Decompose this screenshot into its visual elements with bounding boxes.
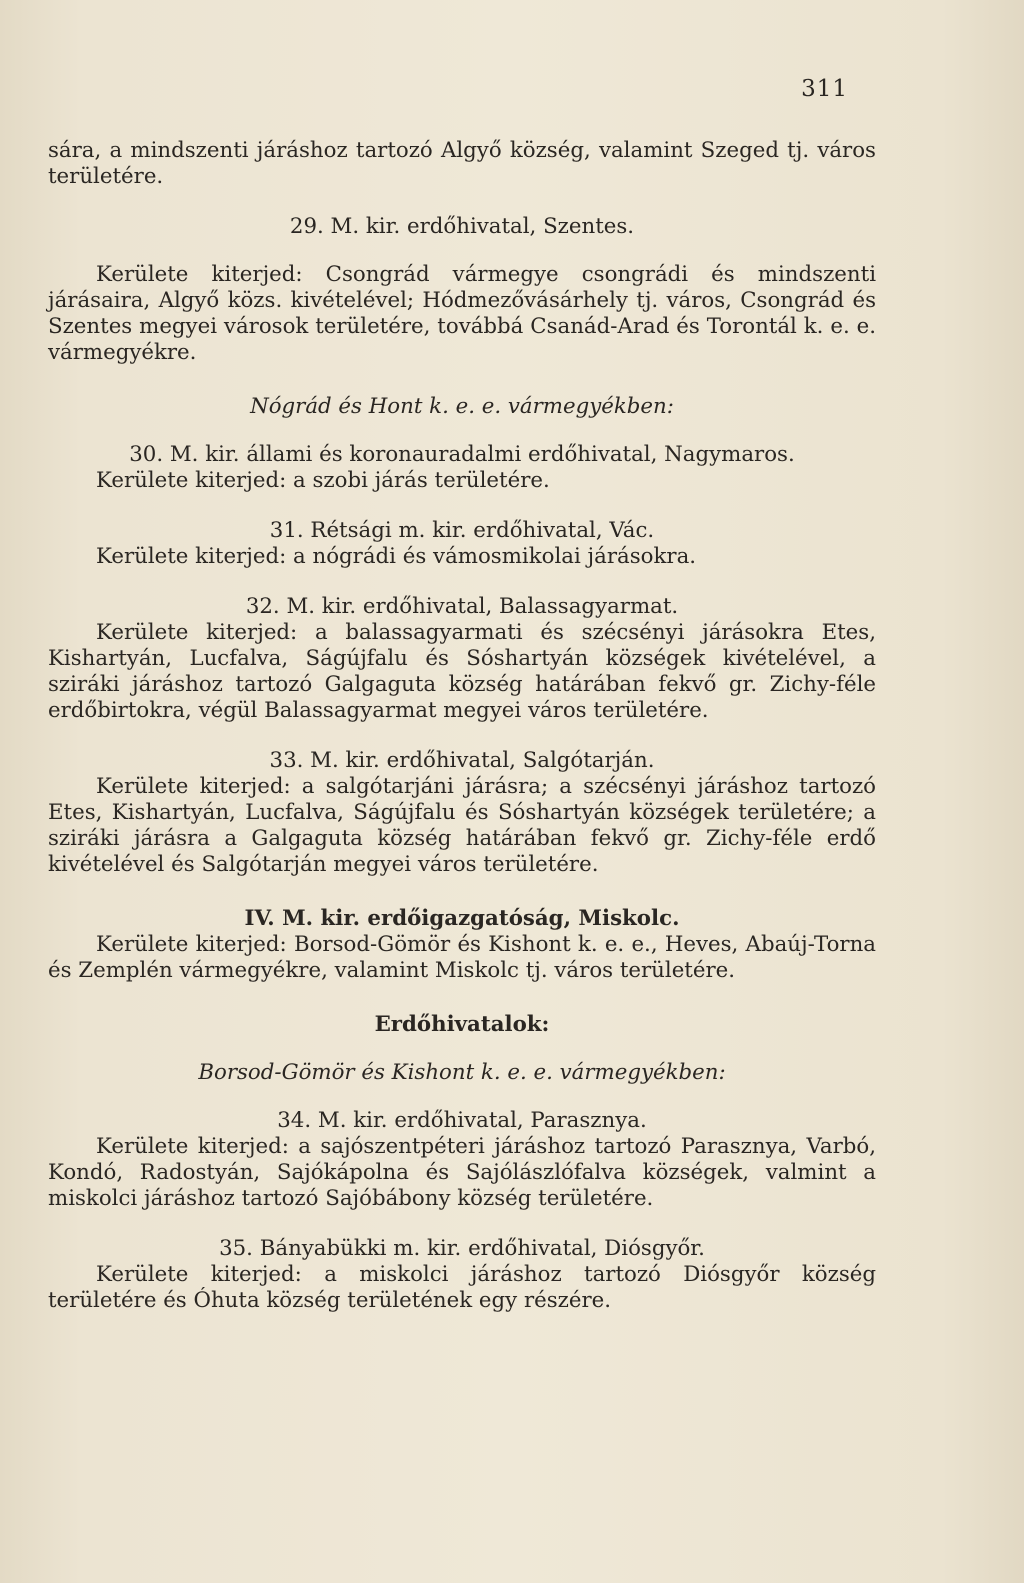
county-subheading-nograd: Nógrád és Hont k. e. e. vármegyékben:: [250, 394, 674, 419]
office-heading-35: 35. Bányabükki m. kir. erdőhivatal, Diósgyőr.: [219, 1236, 705, 1261]
directorate-heading-iv: IV. M. kir. erdőigazgatóság, Miskolc.: [244, 906, 680, 931]
office-heading-29: 29. M. kir. erdőhivatal, Szentes.: [289, 214, 635, 239]
paragraph-29: Kerülete kiterjed: Csongrád vármegye csongrádi és mindszenti járásaira, Algyő közs. kivételével; Hódmezővásárhely tj. város, Csongrád és Szentes megyei városok területére, továbbá Csanád-Arad és Torontál k. e. e. vármegyékre.: [48, 262, 876, 365]
page-content: [48, 138, 876, 1314]
page-number: 311: [801, 76, 848, 102]
paragraph-31: Kerülete kiterjed: a nógrádi és vámosmikolai járásokra.: [96, 544, 697, 569]
paragraph-32: Kerülete kiterjed: a balassagyarmati és szécsényi járásokra Etes, Kishartyán, Lucfalva, Ságújfalu és Sóshartyán községek kivételével, a sziráki járáshoz tartozó Galgaguta község határában fekvő gr. Zichy-féle erdőbirtokra, végül Balassagyarmat megyei város területére.: [48, 620, 876, 723]
paragraph-continuation: sára, a mindszenti járáshoz tartozó Algyő község, valamint Szeged tj. város területére.: [48, 138, 876, 189]
paragraph-35: Kerülete kiterjed: a miskolci járáshoz tartozó Diósgyőr község területére és Óhuta község területének egy részére.: [48, 1262, 876, 1313]
paragraph-33: Kerülete kiterjed: a salgótarjáni járásra; a szécsényi járáshoz tartozó Etes, Kishartyán, Lucfalva, Ságújfalu és Sóshartyán községek területére; a sziráki járásra a Galgaguta község határában fekvő gr. Zichy-féle erdő kivételével és Salgótarján megyei város területére.: [48, 774, 876, 877]
section-heading-erdohivatalok: Erdőhivatalok:: [374, 1012, 550, 1037]
office-heading-34: 34. M. kir. erdőhivatal, Parasznya.: [277, 1108, 647, 1133]
paragraph-34: Kerülete kiterjed: a sajószentpéteri járáshoz tartozó Parasznya, Varbó, Kondó, Radostyán, Sajókápolna és Sajólászlófalva községek, valmint a miskolci járáshoz tartozó Sajóbábony község területére.: [48, 1134, 876, 1211]
paragraph-30: Kerülete kiterjed: a szobi járás területére.: [96, 468, 550, 493]
county-subheading-borsod: Borsod-Gömör és Kishont k. e. e. vármegyékben:: [198, 1060, 726, 1085]
office-heading-33: 33. M. kir. erdőhivatal, Salgótarján.: [269, 748, 655, 773]
office-heading-30: 30. M. kir. állami és koronauradalmi erdőhivatal, Nagymaros.: [129, 442, 795, 467]
office-heading-32: 32. M. kir. erdőhivatal, Balassagyarmat.: [245, 594, 679, 619]
office-heading-31: 31. Rétsági m. kir. erdőhivatal, Vác.: [269, 518, 655, 543]
paragraph-iv: Kerülete kiterjed: Borsod-Gömör és Kishont k. e. e., Heves, Abaúj-Torna és Zemplén vármegyékre, valamint Miskolc tj. város területére.: [48, 932, 876, 983]
